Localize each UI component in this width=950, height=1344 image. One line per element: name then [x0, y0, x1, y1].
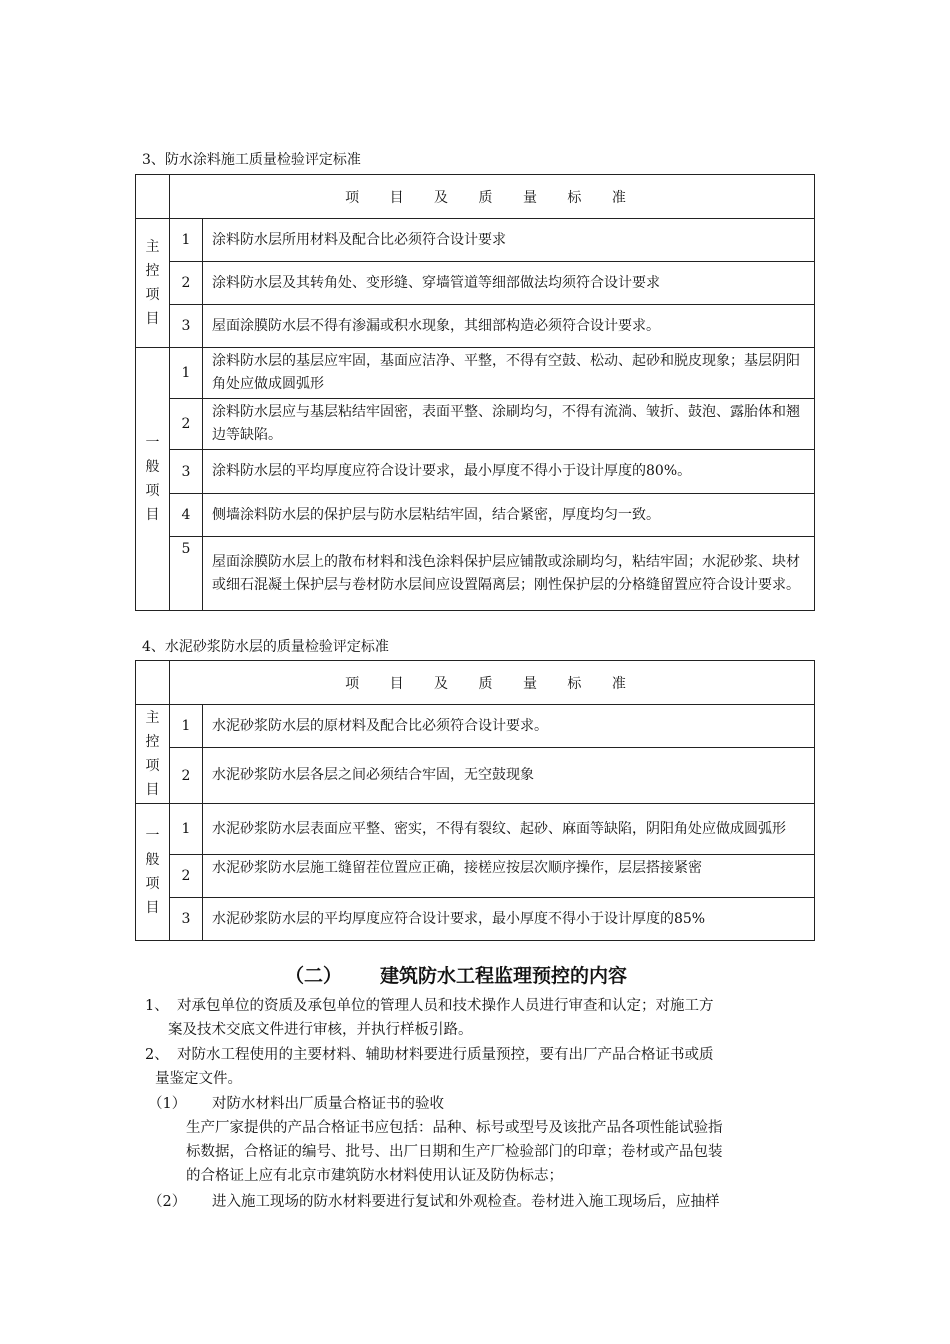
sub-item-text: 进入施工现场的防水材料要进行复试和外观检查。卷材进入施工现场后，应抽样	[212, 1194, 720, 1210]
item-text: 水泥砂浆防水层的原材料及配合比必须符合设计要求。	[203, 705, 815, 748]
list-item-continuation: 量鉴定文件。	[155, 1071, 242, 1087]
item-text: 水泥砂浆防水层表面应平整、密实，不得有裂纹、起砂、麻面等缺陷，阴阳角处应做成圆弧形	[203, 804, 815, 855]
list-item	[145, 1043, 815, 1067]
section4-table	[135, 660, 815, 941]
sub-item-line: 标数据，合格证的编号、批号、出厂日期和生产厂检验部门的印章；卷材或产品包装	[186, 1144, 723, 1160]
list-item-label: 2、	[145, 1047, 169, 1063]
item-number: 2	[170, 399, 203, 450]
section-heading	[285, 963, 627, 989]
section3-caption: 3、防水涂料施工质量检验评定标准	[142, 152, 361, 168]
item-text: 侧墙涂料防水层的保护层与防水层粘结牢固，结合紧密，厚度均匀一致。	[203, 494, 815, 537]
item-text: 水泥砂浆防水层各层之间必须结合牢固，无空鼓现象	[203, 748, 815, 804]
sub-item-line: 生产厂家提供的产品合格证书应包括：品种、标号或型号及该批产品各项性能试验指	[186, 1120, 723, 1136]
item-text: 水泥砂浆防水层的平均厚度应符合设计要求，最小厚度不得小于设计厚度的85%	[203, 898, 815, 941]
item-number: 2	[170, 262, 203, 305]
table-header: 项 目 及 质 量 标 准	[170, 661, 815, 705]
item-number: 3	[170, 305, 203, 348]
item-text: 屋面涂膜防水层上的散布材料和浅色涂料保护层应铺散或涂刷均匀，粘结牢固；水泥砂浆、块材或细石混凝土保护层与卷材防水层间应设置隔离层；刚性保护层的分格缝留置应符合设计要求。	[203, 537, 815, 611]
item-number: 3	[170, 898, 203, 941]
section-heading-title: 建筑防水工程监理预控的内容	[380, 965, 628, 987]
item-number: 1	[170, 804, 203, 855]
item-number: 5	[170, 537, 203, 611]
sub-item-label: （1）	[148, 1096, 187, 1112]
header-blank	[136, 661, 170, 705]
section3-table	[135, 174, 815, 611]
item-text: 涂料防水层的平均厚度应符合设计要求，最小厚度不得小于设计厚度的80%。	[203, 450, 815, 494]
sub-item-title: 对防水材料出厂质量合格证书的验收	[212, 1096, 444, 1112]
item-text: 涂料防水层所用材料及配合比必须符合设计要求	[203, 219, 815, 262]
item-number: 3	[170, 450, 203, 494]
item-number: 1	[170, 348, 203, 399]
item-text: 涂料防水层的基层应牢固，基面应洁净、平整，不得有空鼓、松动、起砂和脱皮现象；基层阴阳角处应做成圆弧形	[203, 348, 815, 399]
item-text: 水泥砂浆防水层施工缝留茬位置应正确，接槎应按层次顺序操作，层层搭接紧密	[203, 855, 815, 898]
general-label: 一 般 项 目	[136, 348, 170, 611]
item-number: 2	[170, 748, 203, 804]
item-text: 涂料防水层应与基层粘结牢固密，表面平整、涂刷均匀，不得有流淌、皱折、鼓泡、露胎体和翘边等缺陷。	[203, 399, 815, 450]
header-blank	[136, 175, 170, 219]
list-item-text: 对承包单位的资质及承包单位的管理人员和技术操作人员进行审查和认定；对施工方	[177, 998, 714, 1014]
list-item-label: 1、	[145, 998, 169, 1014]
item-text: 涂料防水层及其转角处、变形缝、穿墙管道等细部做法均须符合设计要求	[203, 262, 815, 305]
sub-item	[148, 1092, 444, 1116]
sub-item-line: 的合格证上应有北京市建筑防水材料使用认证及防伪标志；	[186, 1168, 563, 1184]
item-number: 1	[170, 219, 203, 262]
sub-item	[148, 1190, 720, 1214]
section4-caption: 4、水泥砂浆防水层的质量检验评定标准	[142, 639, 389, 655]
list-item-text: 对防水工程使用的主要材料、辅助材料要进行质量预控，要有出厂产品合格证书或质	[177, 1047, 714, 1063]
general-label: 一 般 项 目	[136, 804, 170, 941]
item-number: 4	[170, 494, 203, 537]
item-number: 1	[170, 705, 203, 748]
item-text: 屋面涂膜防水层不得有渗漏或积水现象，其细部构造必须符合设计要求。	[203, 305, 815, 348]
table-header: 项 目 及 质 量 标 准	[170, 175, 815, 219]
item-number: 2	[170, 855, 203, 898]
list-item	[145, 994, 815, 1018]
main-control-label: 主 控 项 目	[136, 705, 170, 804]
sub-item-label: （2）	[148, 1194, 187, 1210]
section-heading-number: （二）	[285, 965, 343, 987]
main-control-label: 主 控 项 目	[136, 219, 170, 348]
list-item-continuation: 案及技术交底文件进行审核，并执行样板引路。	[168, 1022, 473, 1038]
